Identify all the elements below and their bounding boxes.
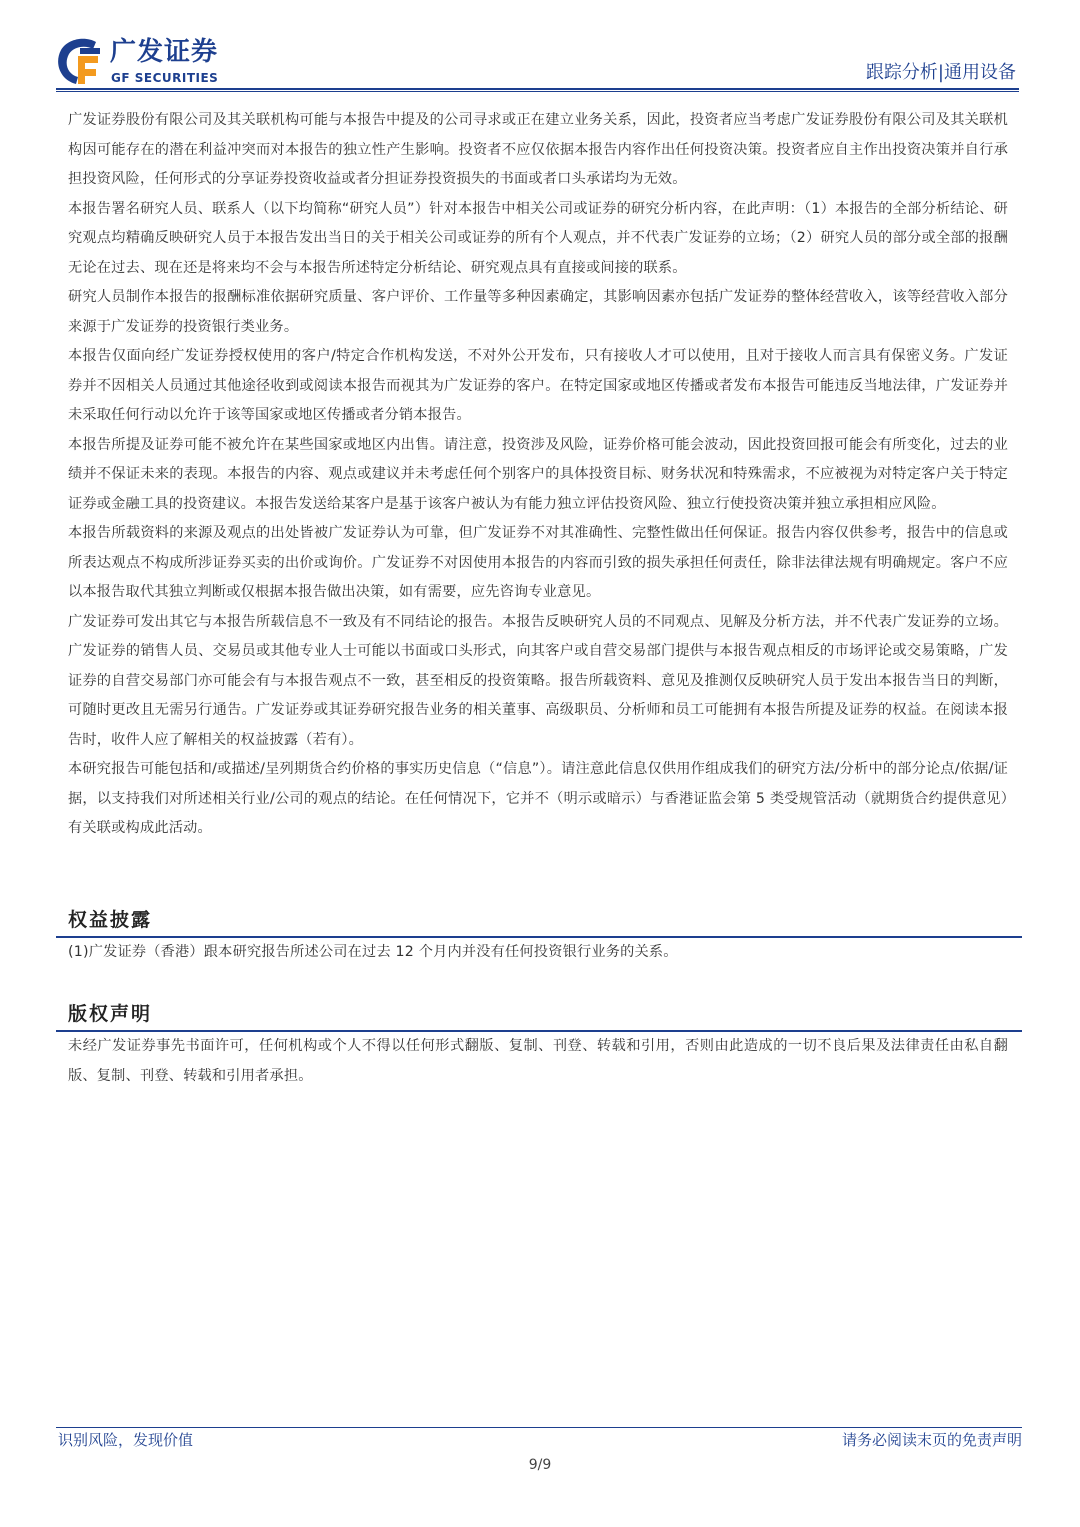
disclaimer-paragraph: 研究人员制作本报告的报酬标准依据研究质量、客户评价、工作量等多种因素确定，其影响因素亦包括广发证券的整体经营收入，该等经营收入部分来源于广发证券的投资银行类业务。 — [68, 289, 1008, 335]
disclaimer-paragraph: 本报告所提及证券可能不被允许在某些国家或地区内出售。请注意，投资涉及风险，证券价格可能会波动，因此投资回报可能会有所变化，过去的业绩并不保证未来的表现。本报告的内容、观点或建议并未考虑任何个别客户的具体投资目标、财务状况和特殊需求，不应被视为对特定客户关于特定证券或金融工具的投资建议。本报告发送给某客户是基于该客户被认为有能力独立评估投资风险、独立行使投资决策并独立承担相应风险。 — [68, 436, 1008, 512]
disclaimer-body — [68, 106, 1008, 844]
page-header — [56, 36, 1022, 90]
header-divider — [56, 88, 1019, 92]
disclaimer-paragraph: 本报告所载资料的来源及观点的出处皆被广发证券认为可靠，但广发证券不对其准确性、完整性做出任何保证。报告内容仅供参考，报告中的信息或所表达观点不构成所涉证券买卖的出价或询价。广发证券不对因使用本报告的内容而引致的损失承担任何责任，除非法律法规有明确规定。客户不应以本报告取代其独立判断或仅根据本报告做出决策，如有需要，应先咨询专业意见。 — [68, 525, 1008, 600]
footer-divider — [56, 1427, 1022, 1428]
section-title-copyright: 版权声明 — [68, 1003, 153, 1025]
brand-name-en: GF SECURITIES — [111, 71, 219, 85]
interest-disclosure-text: (1)广发证券（香港）跟本研究报告所述公司在过去 12 个月内并没有任何投资银行业务的关系。 — [68, 944, 678, 960]
report-category: 跟踪分析|通用设备 — [865, 62, 1016, 83]
footer-disclaimer-notice: 请务必阅读末页的免责声明 — [841, 1431, 1022, 1449]
gf-logo-icon — [56, 36, 102, 86]
disclaimer-paragraph: 本报告仅面向经广发证券授权使用的客户/特定合作机构发送，不对外公开发布，只有接收人才可以使用，且对于接收人而言具有保密义务。广发证券并不因相关人员通过其他途径收到或阅读本报告而视其为广发证券的客户。在特定国家或地区传播或者发布本报告可能违反当地法律，广发证券并未采取任何行动以允许于该等国家或地区传播或者分销本报告。 — [68, 348, 1008, 423]
section-title-interest-disclosure: 权益披露 — [68, 909, 153, 931]
disclaimer-paragraph: 本报告署名研究人员、联系人（以下均简称“研究人员”）针对本报告中相关公司或证券的研究分析内容，在此声明：（1）本报告的全部分析结论、研究观点均精确反映研究人员于本报告发出当日的关于相关公司或证券的所有个人观点，并不代表广发证券的立场；（2）研究人员的部分或全部的报酬无论在过去、现在还是将来均不会与本报告所述特定分析结论、研究观点具有直接或间接的联系。 — [68, 200, 1008, 276]
brand-name-cn: 广发证券 — [110, 37, 219, 67]
interest-disclosure-section — [68, 938, 1008, 968]
disclaimer-paragraph: 本研究报告可能包括和/或描述/呈列期货合约价格的事实历史信息（“信息”）。请注意此信息仅供用作组成我们的研究方法/分析中的部分论点/依据/证据，以支持我们对所述相关行业/公司的观点的结论。在任何情况下，它并不（明示或暗示）与香港证监会第 5 类受规管活动（就期货合约提供意见）有关联或构成此活动。 — [68, 761, 1008, 836]
disclaimer-paragraph: 广发证券可发出其它与本报告所载信息不一致及有不同结论的报告。本报告反映研究人员的不同观点、见解及分析方法，并不代表广发证券的立场。广发证券的销售人员、交易员或其他专业人士可能以书面或口头形式，向其客户或自营交易部门提供与本报告观点相反的市场评论或交易策略，广发证券的自营交易部门亦可能会有与本报告观点不一致，甚至相反的投资策略。报告所载资料、意见及推测仅反映研究人员于发出本报告当日的判断，可随时更改且无需另行通告。广发证券或其证券研究报告业务的相关董事、高级职员、分析师和员工可能拥有本报告所提及证券的权益。在阅读本报告时，收件人应了解相关的权益披露（若有）。 — [68, 613, 1008, 748]
copyright-text: 未经广发证券事先书面许可，任何机构或个人不得以任何形式翻版、复制、刊登、转载和引用，否则由此造成的一切不良后果及法律责任由私自翻版、复制、刊登、转载和引用者承担。 — [68, 1038, 1008, 1084]
copyright-section — [68, 1032, 1008, 1091]
page-number: 9/9 — [528, 1457, 552, 1473]
disclaimer-paragraph: 广发证券股份有限公司及其关联机构可能与本报告中提及的公司寻求或正在建立业务关系，因此，投资者应当考虑广发证券股份有限公司及其关联机构因可能存在的潜在利益冲突而对本报告的独立性产生影响。投资者不应仅依据本报告内容作出任何投资决策。投资者应自主作出投资决策并自行承担投资风险，任何形式的分享证券投资收益或者分担证券投资损失的书面或者口头承诺均为无效。 — [68, 112, 1008, 187]
footer-slogan: 识别风险，发现价值 — [58, 1431, 194, 1449]
